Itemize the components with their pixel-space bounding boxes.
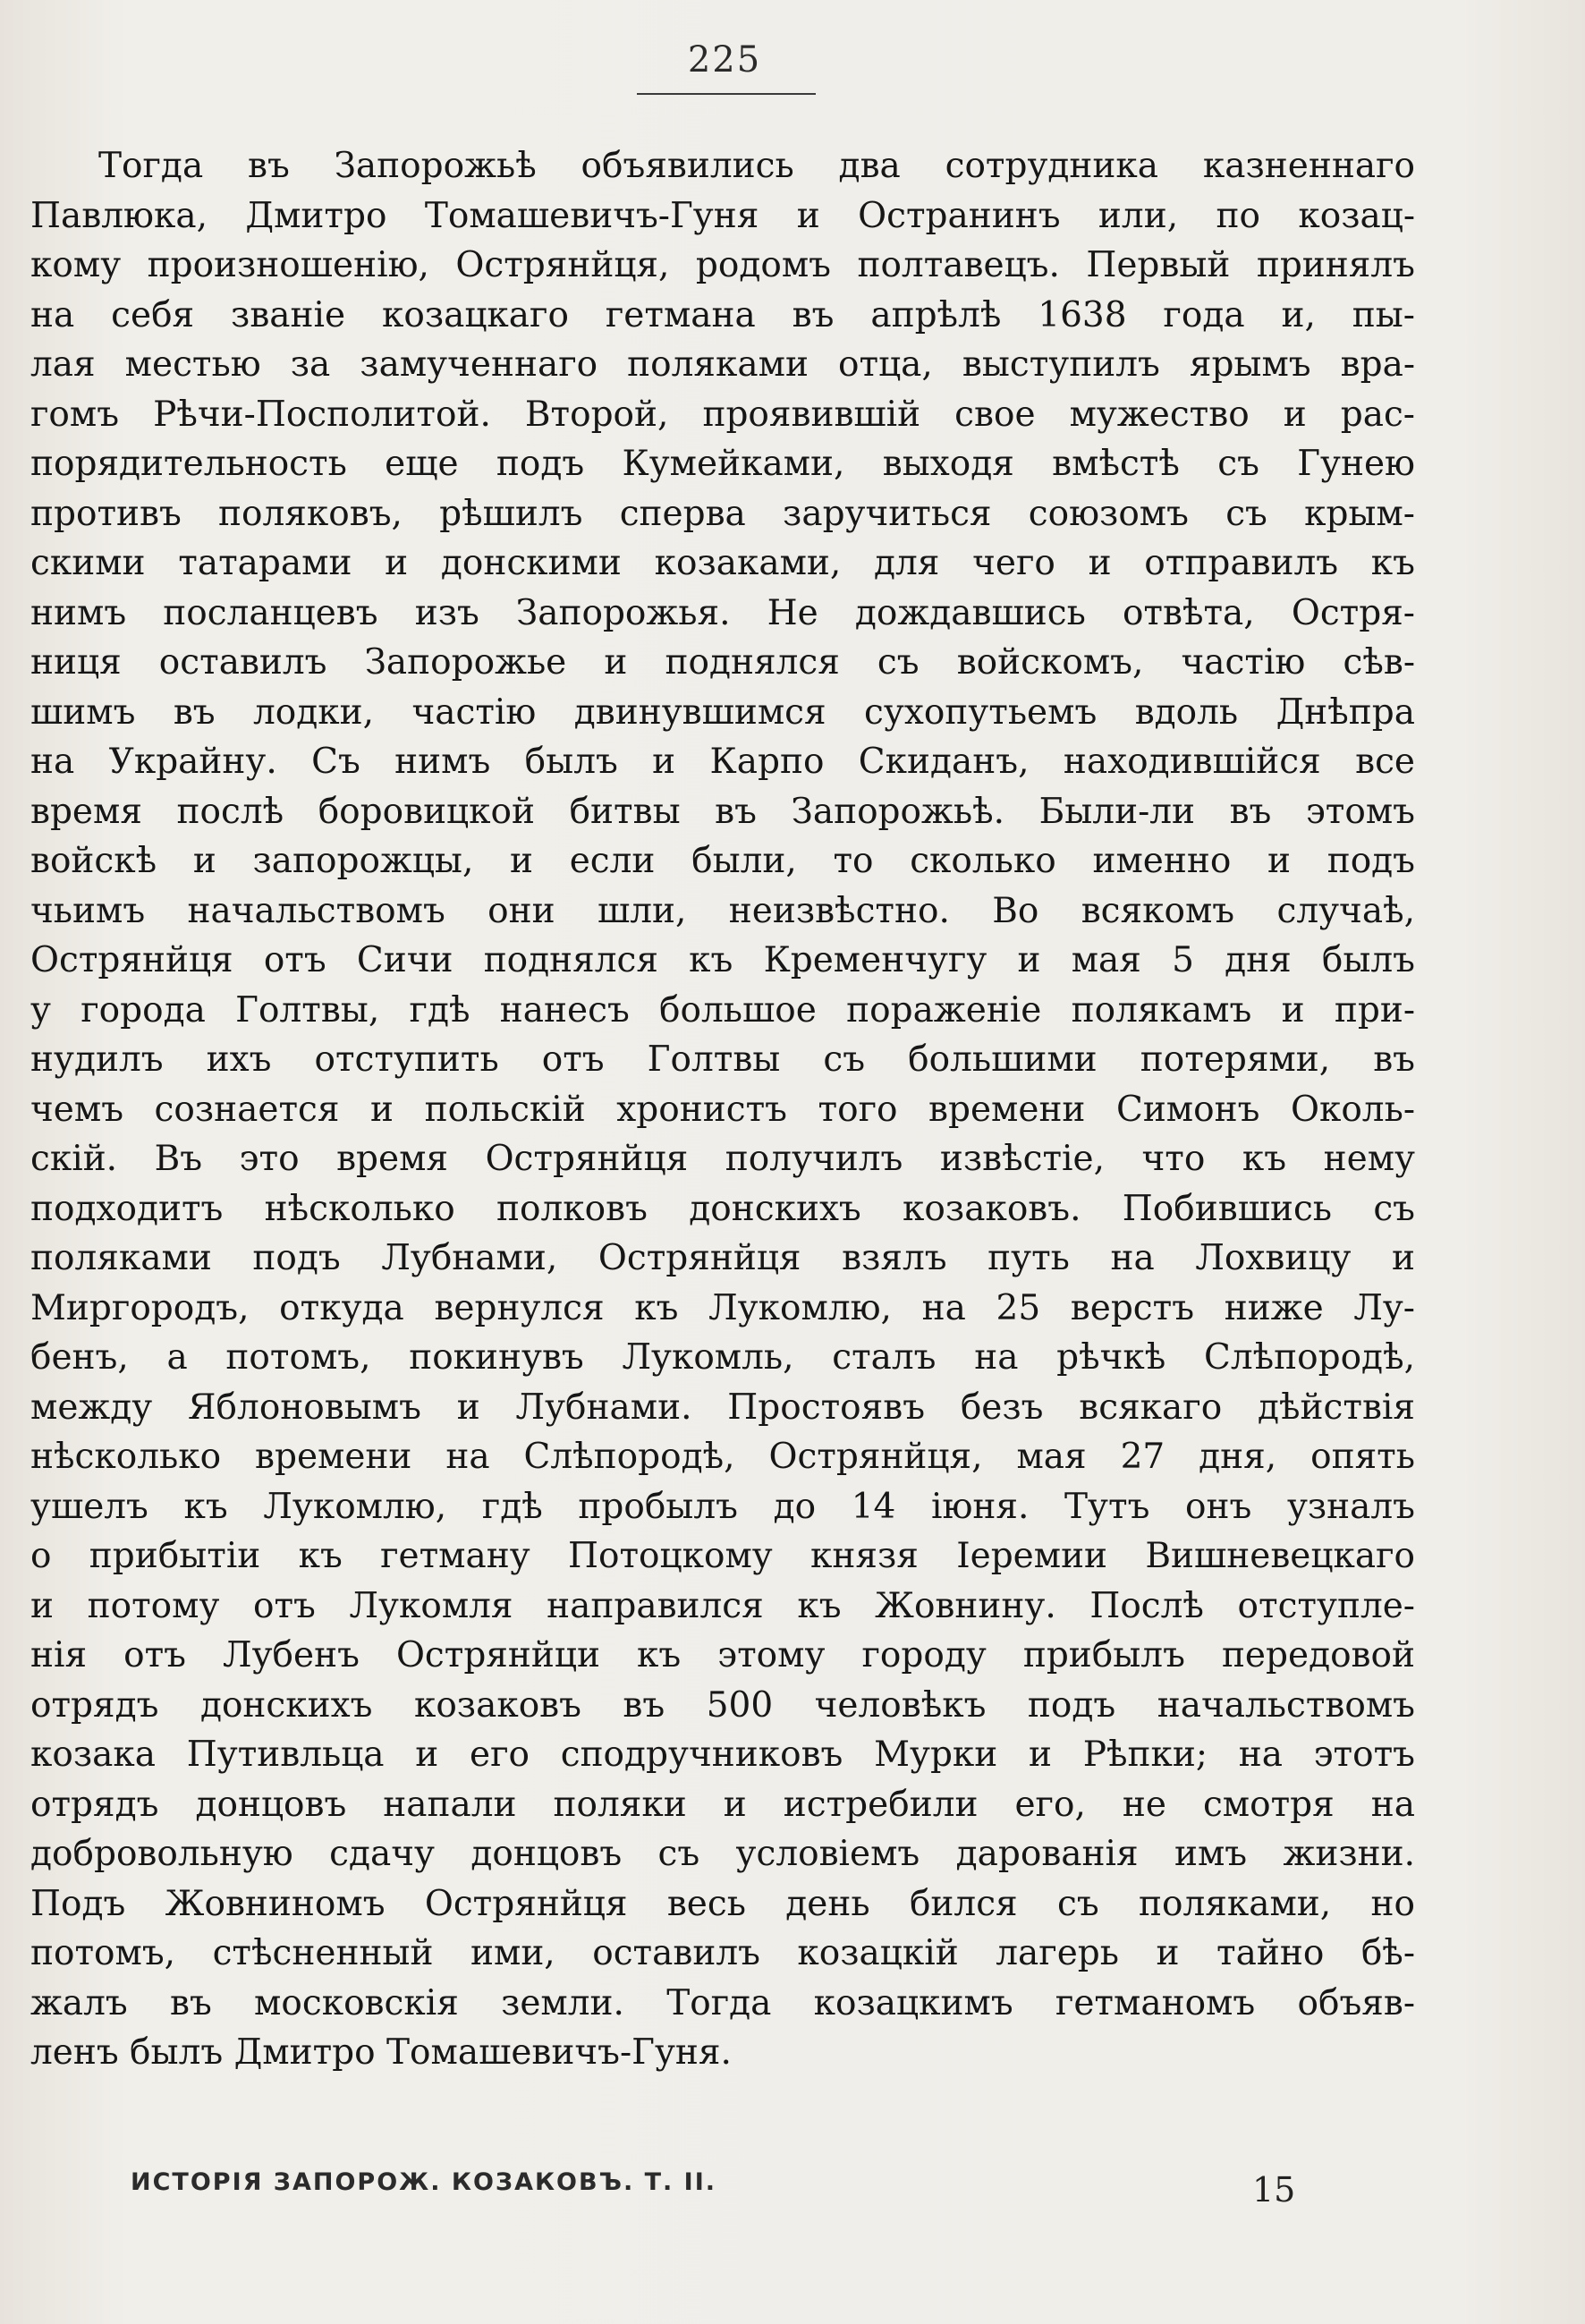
- text-line: у города Голтвы, гдѣ нанесъ большое пораженіе полякамъ и при-: [30, 989, 1415, 1031]
- text-line: противъ поляковъ, рѣшилъ сперва заручиться союзомъ съ крым-: [30, 493, 1415, 534]
- text-line: нія отъ Лубенъ Острянйци къ этому городу прибылъ передовой: [30, 1635, 1415, 1675]
- text-line: войскѣ и запорожцы, и если были, то сколько именно и подъ: [30, 841, 1415, 881]
- text-line: отрядъ донцовъ напали поляки и истребили его, не смотря на: [30, 1784, 1415, 1825]
- body-text: [30, 141, 1415, 2154]
- text-line: Острянйця отъ Сичи поднялся къ Кременчугу и мая 5 дня былъ: [30, 940, 1415, 980]
- text-line: Тогда въ Запорожьѣ объявились два сотрудника казненнаго: [98, 146, 1415, 186]
- page-number-rule: [637, 93, 816, 95]
- text-line: ушелъ къ Лукомлю, гдѣ пробылъ до 14 іюня. Тутъ онъ узналъ: [30, 1486, 1415, 1527]
- text-line: скими татарами и донскими козаками, для чего и отправилъ къ: [30, 543, 1415, 583]
- printer-signature-mark: 15: [1252, 2170, 1296, 2209]
- text-line: о прибытіи къ гетману Потоцкому князя Іеремии Вишневецкаго: [30, 1536, 1415, 1576]
- text-line: Миргородъ, откуда вернулся къ Лукомлю, на 25 верстъ ниже Лу-: [30, 1287, 1415, 1328]
- text-line: ленъ былъ Дмитро Томашевичъ-Гуня.: [30, 2032, 732, 2073]
- text-line: шимъ въ лодки, частію двинувшимся сухопутьемъ вдоль Днѣпра: [30, 691, 1415, 733]
- text-line: скій. Въ это время Острянйця получилъ извѣстіе, что къ нему: [30, 1139, 1415, 1179]
- text-line: кому произношенію, Острянйця, родомъ полтавецъ. Первый принялъ: [30, 245, 1415, 285]
- text-line: время послѣ боровицкой битвы въ Запорожьѣ. Были-ли въ этомъ: [30, 791, 1415, 832]
- text-line: добровольную сдачу донцовъ съ условіемъ дарованія имъ жизни.: [30, 1834, 1415, 1874]
- text-line: чьимъ начальствомъ они шли, неизвѣстно. Во всякомъ случаѣ,: [30, 890, 1415, 931]
- text-line: и потому отъ Лукомля направился къ Жовнину. Послѣ отступле-: [30, 1585, 1415, 1626]
- text-line: на Украйну. Съ нимъ былъ и Карпо Скиданъ, находившійся все: [30, 742, 1415, 782]
- text-line: на себя званіе козацкаго гетмана въ апрѣлѣ 1638 года и, пы-: [30, 294, 1415, 335]
- text-line: подходитъ нѣсколько полковъ донскихъ козаковъ. Побившись съ: [30, 1188, 1415, 1229]
- text-line: отрядъ донскихъ козаковъ въ 500 человѣкъ подъ начальствомъ: [30, 1684, 1415, 1726]
- text-line: поляками подъ Лубнами, Острянйця взялъ путь на Лохвицу и: [30, 1238, 1415, 1278]
- text-line: лая местью за замученнаго поляками отца, выступилъ ярымъ вра-: [30, 344, 1415, 385]
- text-line: Павлюка, Дмитро Томашевичъ-Гуня и Остранинъ или, по козац-: [30, 195, 1415, 236]
- text-line: Подъ Жовниномъ Острянйця весь день бился съ поляками, но: [30, 1883, 1415, 1924]
- text-line: между Яблоновымъ и Лубнами. Простоявъ безъ всякаго дѣйствія: [30, 1387, 1415, 1428]
- text-line: ниця оставилъ Запорожье и поднялся съ войскомъ, частію сѣв-: [30, 642, 1415, 683]
- text-line: жалъ въ московскія земли. Тогда козацкимъ гетманомъ объяв-: [30, 1982, 1415, 2023]
- page-number: 225: [687, 39, 762, 81]
- text-line: бенъ, а потомъ, покинувъ Лукомль, сталъ на рѣчкѣ Слѣпородѣ,: [30, 1337, 1415, 1378]
- text-line: потомъ, стѣсненный ими, оставилъ козацкій лагерь и тайно бѣ-: [30, 1933, 1415, 1973]
- text-line: нѣсколько времени на Слѣпородѣ, Острянйця, мая 27 дня, опять: [30, 1437, 1415, 1477]
- text-line: чемъ сознается и польскій хронистъ того времени Симонъ Околь-: [30, 1089, 1415, 1130]
- text-line: козака Путивльца и его сподручниковъ Мурки и Рѣпки; на этотъ: [30, 1735, 1415, 1775]
- text-line: порядительность еще подъ Кумейками, выходя вмѣстѣ съ Гунею: [30, 444, 1415, 484]
- text-line: гомъ Рѣчи-Посполитой. Второй, проявившій свое мужество и рас-: [30, 394, 1415, 435]
- text-line: нимъ посланцевъ изъ Запорожья. Не дождавшись отвѣта, Остря-: [30, 592, 1415, 633]
- footer-book-title: ИСТОРІЯ ЗАПОРОЖ. КОЗАКОВЪ. Т. II.: [131, 2168, 717, 2196]
- text-line: нудилъ ихъ отступить отъ Голтвы съ большими потерями, въ: [30, 1039, 1415, 1080]
